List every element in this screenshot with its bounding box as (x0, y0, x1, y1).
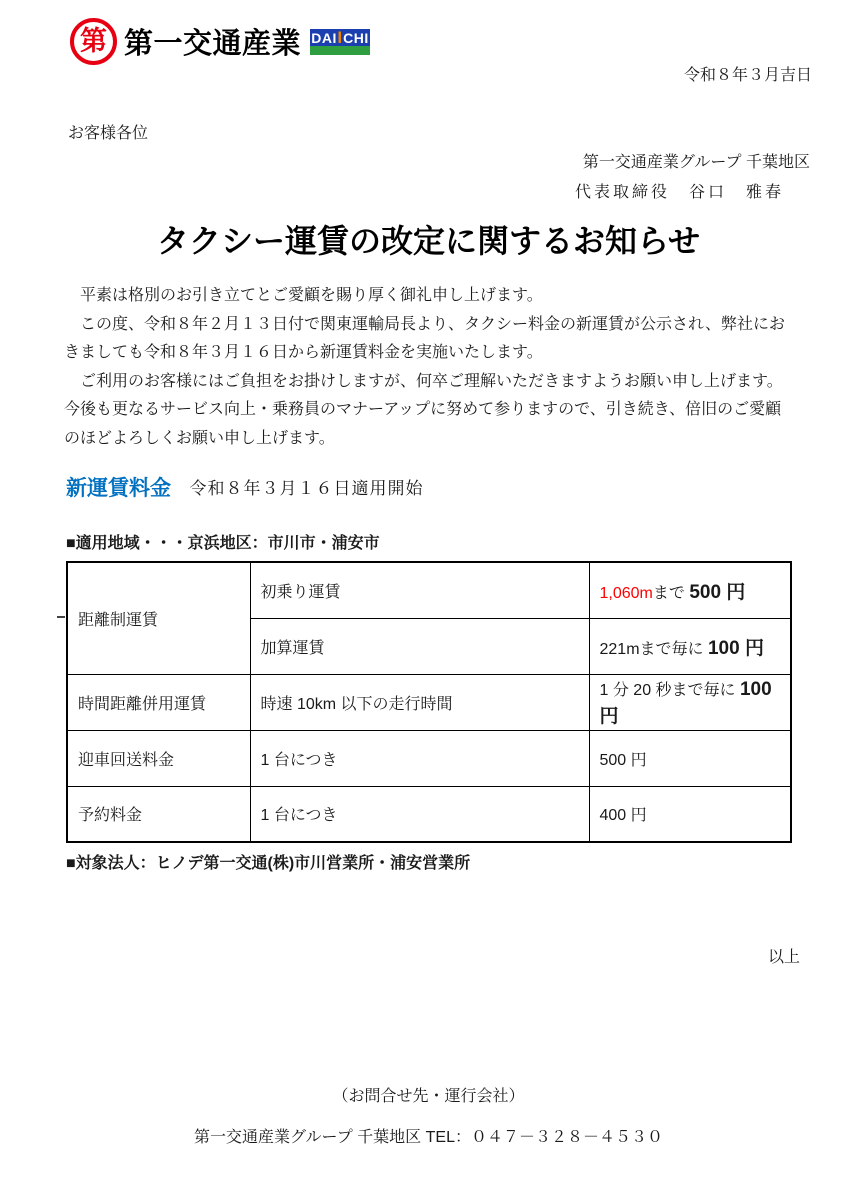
fare-condition-cell: 初乗り運賃 (250, 562, 589, 618)
sender-organization: 第一交通産業グループ 千葉地区 (582, 154, 810, 171)
logo-circle-icon (70, 18, 117, 65)
table-merge-tick (57, 616, 65, 618)
fare-price-amount: 100 円 (707, 637, 764, 659)
logo-mark-character: 第 (80, 26, 107, 56)
fare-condition-cell: 1 台につき (250, 786, 589, 842)
fare-price-text: 1 分 20 秒まで毎に (599, 681, 740, 699)
salutation: お客様各位 (68, 125, 149, 142)
fare-category-cell: 迎車回送料金 (67, 730, 250, 786)
body-paragraph-1: 平素は格別のお引き立てとご愛顧を賜り厚く御礼申し上げます。 (64, 287, 543, 304)
table-row (67, 730, 791, 786)
company-logo (70, 18, 370, 65)
fare-price-cell (589, 618, 791, 674)
body-paragraph-2: この度、令和８年２月１３日付で関東運輸局長より、タクシー料金の新運賃が公示され、弊社におきましても令和８年３月１６日から新運賃料金を実施いたします。 (64, 315, 785, 361)
sender-representative: 代表取締役 谷口 雅春 (574, 184, 784, 201)
fare-price-cell: 400 円 (589, 786, 791, 842)
fare-section-heading (66, 472, 423, 502)
table-row (67, 786, 791, 842)
fare-heading-label: 新運賃料金 (66, 477, 171, 500)
fare-distance-red: 1,060m (599, 584, 653, 602)
fare-price-amount: 100 円 (599, 678, 772, 727)
table-row (67, 674, 791, 730)
contact-phone-line: 第一交通産業グループ 千葉地区 TEL：０４７－３２８－４５３０ (194, 1129, 663, 1146)
body-paragraph-3: ご利用のお客様にはご負担をお掛けしますが、何卒ご理解いただきますようお願い申し上げます。今後も更なるサービス向上・乗務員のマナーアップに努めて参りますので、引き続き、倍旧のご愛顧のほどよろしくお願い申し上げます。 (64, 372, 783, 447)
fare-price-cell: 500 円 (589, 730, 791, 786)
daiichi-badge-icon (310, 29, 370, 55)
fare-price-text: まで (652, 584, 690, 602)
applicable-area-heading: ■適用地域・・・京浜地区：市川市・浦安市 (66, 535, 380, 552)
badge-text (310, 29, 370, 47)
body-text (64, 282, 794, 453)
table-row (67, 562, 791, 618)
badge-text-dai: DAI (311, 29, 337, 46)
fare-category-cell: 予約料金 (67, 786, 250, 842)
fare-price-text: 221mまで毎に (599, 640, 708, 658)
fare-condition-cell: 時速 10km 以下の走行時間 (250, 674, 589, 730)
target-corporations-heading: ■対象法人：ヒノデ第一交通(株)市川営業所・浦安営業所 (66, 855, 471, 872)
closing-text: 以上 (767, 949, 800, 966)
badge-text-i: I (337, 28, 343, 47)
fare-price-amount: 500 円 (689, 581, 746, 603)
document-title: タクシー運賃の改定に関するお知らせ (156, 223, 701, 259)
fare-price-cell (589, 674, 791, 730)
document-date: 令和８年３月吉日 (683, 67, 812, 84)
fare-condition-cell: 1 台につき (250, 730, 589, 786)
contact-heading: （お問合せ先・運行会社） (332, 1088, 525, 1105)
fare-effective-date: 令和８年３月１６日適用開始 (189, 479, 424, 498)
fare-price-cell (589, 562, 791, 618)
company-name: 第一交通産業 (124, 28, 302, 60)
fare-category-cell: 時間距離併用運賃 (67, 674, 250, 730)
fare-category-cell: 距離制運賃 (67, 562, 250, 674)
fare-table (66, 561, 792, 843)
fare-condition-cell: 加算運賃 (250, 618, 589, 674)
badge-text-chi: CHI (343, 29, 369, 46)
